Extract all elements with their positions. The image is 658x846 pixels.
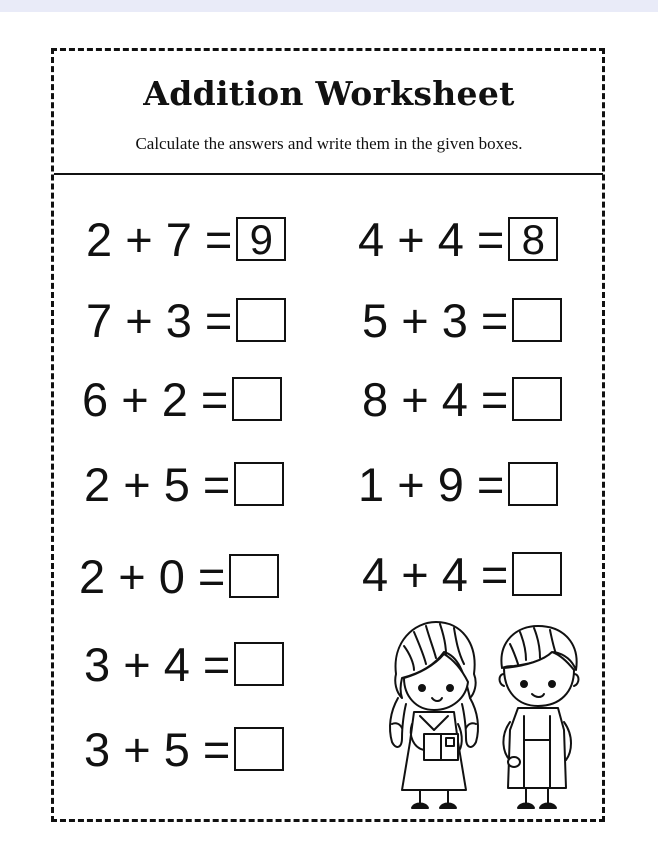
problem-expression: 5 + 3 = <box>362 293 509 347</box>
problem-1 <box>86 210 286 268</box>
problem-expression: 1 + 9 = <box>358 457 505 511</box>
problem-expression: 2 + 5 = <box>84 457 231 511</box>
problem-expression: 6 + 2 = <box>82 372 229 426</box>
problem-12 <box>84 720 284 778</box>
boy-figure <box>500 626 579 808</box>
answer-box[interactable]: 9 <box>236 217 286 261</box>
answer-box[interactable] <box>508 462 558 506</box>
answer-box[interactable] <box>234 642 284 686</box>
problem-8 <box>358 455 558 513</box>
problem-expression: 2 + 7 = <box>86 212 233 266</box>
problem-5 <box>82 370 282 428</box>
answer-box[interactable] <box>236 298 286 342</box>
answer-box[interactable] <box>232 377 282 421</box>
answer-box[interactable] <box>234 462 284 506</box>
answer-box[interactable] <box>229 554 279 598</box>
worksheet-instructions: Calculate the answers and write them in the given boxes. <box>135 134 523 153</box>
problem-expression: 3 + 5 = <box>84 722 231 776</box>
problem-6 <box>362 370 562 428</box>
problem-expression: 7 + 3 = <box>86 293 233 347</box>
problem-9 <box>79 547 279 605</box>
children-reading-icon <box>374 612 606 822</box>
answer-box[interactable]: 8 <box>508 217 558 261</box>
answer-box[interactable] <box>512 298 562 342</box>
problem-7 <box>84 455 284 513</box>
problem-expression: 4 + 4 = <box>358 212 505 266</box>
answer-box[interactable] <box>234 727 284 771</box>
problem-expression: 8 + 4 = <box>362 372 509 426</box>
problem-2 <box>358 210 558 268</box>
problem-3 <box>86 291 286 349</box>
problem-11 <box>84 635 284 693</box>
problem-expression: 4 + 4 = <box>362 547 509 601</box>
viewer-top-bar <box>0 0 658 12</box>
answer-box[interactable] <box>512 377 562 421</box>
problem-10 <box>362 545 562 603</box>
worksheet-title: Addition Worksheet <box>143 74 515 113</box>
answer-box[interactable] <box>512 552 562 596</box>
problem-expression: 3 + 4 = <box>84 637 231 691</box>
problem-expression: 2 + 0 = <box>79 549 226 603</box>
header-divider <box>54 173 603 175</box>
problem-4 <box>362 291 562 349</box>
girl-figure <box>390 622 478 808</box>
